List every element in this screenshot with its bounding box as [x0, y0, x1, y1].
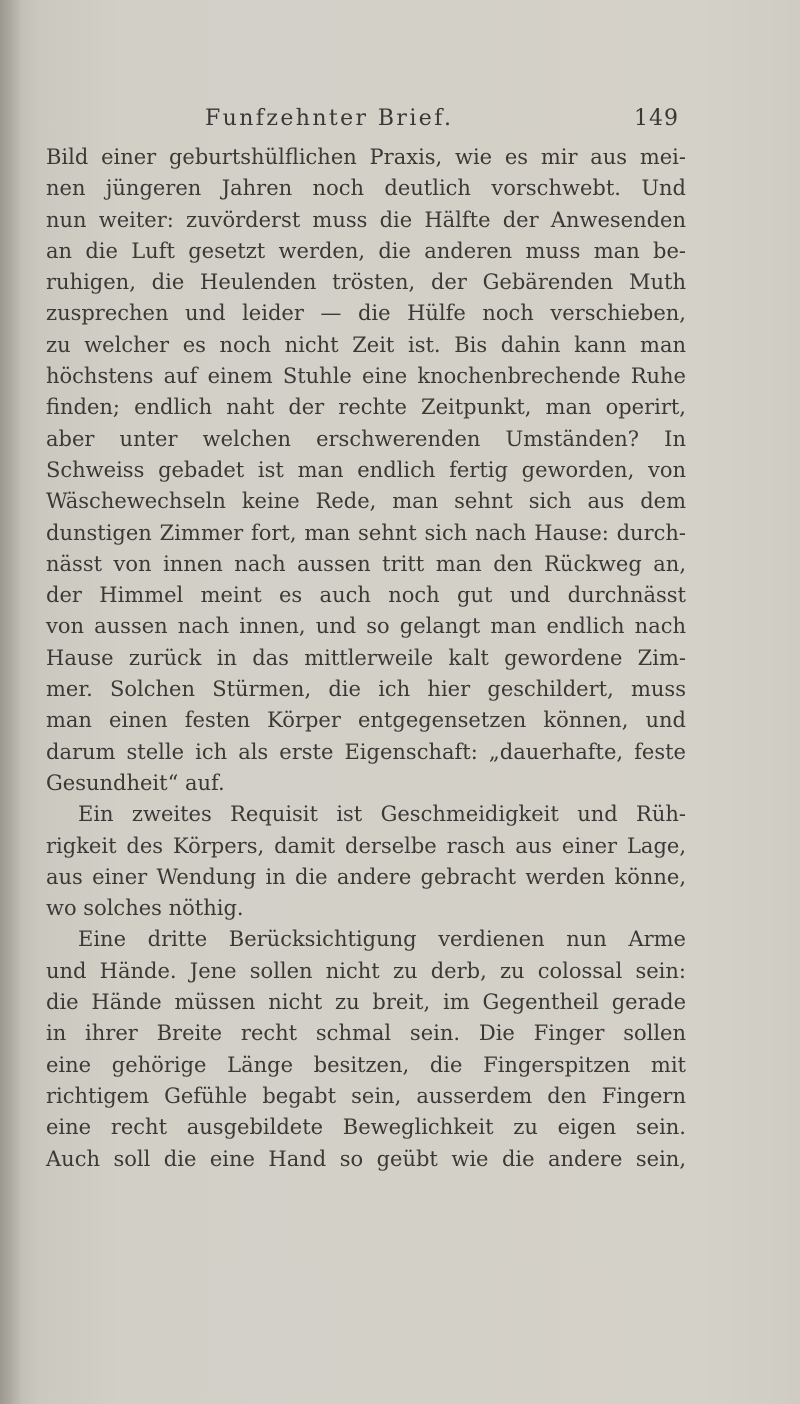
text-line: Eine dritte Berücksichtigung verdienen nun Arme: [78, 927, 686, 952]
text-line: in ihrer Breite recht schmal sein. Die Finger sollen: [46, 1021, 686, 1046]
paragraph-1: [46, 142, 686, 799]
text-line: finden; endlich naht der rechte Zeitpunkt, man operirt,: [46, 395, 686, 420]
page-edge-shadow: [0, 0, 22, 1404]
text-line: rigkeit des Körpers, damit derselbe rasch aus einer Lage,: [46, 833, 686, 858]
text-line: nässt von innen nach aussen tritt man den Rückweg an,: [46, 551, 686, 576]
text-line: Bild einer geburtshülflichen Praxis, wie es mir aus mei-: [46, 145, 686, 169]
text-line: zusprechen und leider — die Hülfe noch verschieben,: [46, 301, 686, 326]
running-title: Funfzehnter Brief.: [205, 106, 454, 131]
text-line: der Himmel meint es auch noch gut und durchnässt: [46, 583, 686, 608]
page-header: [0, 106, 800, 138]
text-line: dunstigen Zimmer fort, man sehnt sich nach Hause: durch-: [46, 520, 686, 545]
text-line: ruhigen, die Heulenden trösten, der Gebärenden Muth: [46, 270, 686, 295]
text-line: Wäschewechseln keine Rede, man sehnt sich aus dem: [46, 489, 686, 514]
text-line: wo solches nöthig.: [46, 896, 244, 921]
text-line: eine gehörige Länge besitzen, die Fingerspitzen mit: [46, 1052, 686, 1077]
text-line: Schweiss gebadet ist man endlich fertig geworden, von: [46, 457, 686, 482]
text-line: nen jüngeren Jahren noch deutlich vorschwebt. Und: [46, 176, 686, 201]
text-line: Gesundheit“ auf.: [46, 770, 225, 795]
paragraph-3: [46, 924, 686, 1174]
text-line: höchstens auf einem Stuhle eine knochenbrechende Ruhe: [46, 364, 686, 389]
text-line: mer. Solchen Stürmen, die ich hier geschildert, muss: [46, 677, 686, 702]
text-line: von aussen nach innen, und so gelangt man endlich nach: [46, 614, 686, 639]
text-line: aber unter welchen erschwerenden Umständen? In: [46, 426, 686, 451]
text-line: man einen festen Körper entgegensetzen können, und: [46, 708, 686, 733]
text-line: darum stelle ich als erste Eigenschaft: „dauerhafte, feste: [46, 739, 686, 764]
text-line: Ein zweites Requisit ist Geschmeidigkeit und Rüh-: [78, 802, 686, 827]
paragraph-2: [46, 799, 686, 924]
page-number: 149: [634, 106, 679, 131]
text-line: und Hände. Jene sollen nicht zu derb, zu colossal sein:: [46, 958, 686, 983]
text-line: an die Luft gesetzt werden, die anderen muss man be-: [46, 238, 686, 263]
text-line: richtigem Gefühle begabt sein, ausserdem den Fingern: [46, 1083, 686, 1108]
text-line: Hause zurück in das mittlerweile kalt gewordene Zim-: [46, 645, 686, 670]
text-line: die Hände müssen nicht zu breit, im Gegentheil gerade: [46, 990, 686, 1015]
text-line: nun weiter: zuvörderst muss die Hälfte der Anwesenden: [46, 207, 686, 232]
text-line: eine recht ausgebildete Beweglichkeit zu eigen sein.: [46, 1115, 686, 1140]
text-line: Auch soll die eine Hand so geübt wie die andere sein,: [46, 1146, 686, 1171]
text-line: zu welcher es noch nicht Zeit ist. Bis dahin kann man: [46, 332, 686, 357]
text-line: aus einer Wendung in die andere gebracht werden könne,: [46, 864, 686, 889]
body-text: [46, 142, 686, 1175]
